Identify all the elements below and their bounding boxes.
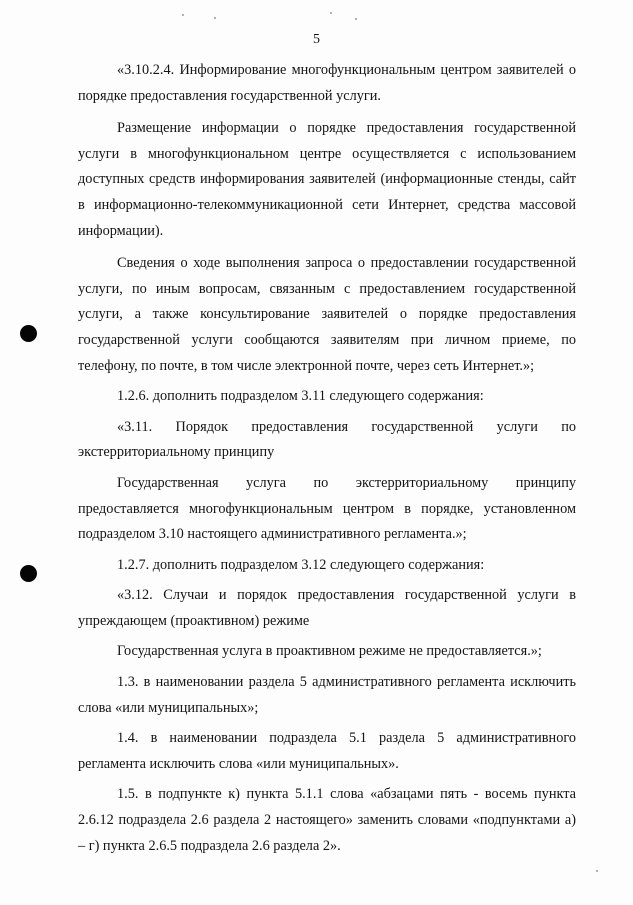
paragraph: Государственная услуга по экстерриториальному принципу предоставляется многофункциональным центром в порядке, установленном подразделом 3.10 настоящего административного регламента.»; xyxy=(78,474,576,543)
paragraph: 1.4. в наименовании подраздела 5.1 раздела 5 административного регламента исключить слова «или муниципальных». xyxy=(78,730,576,772)
paragraph: «3.12. Случаи и порядок предоставления государственной услуги в упреждающем (проактивном) режиме xyxy=(78,587,576,629)
paragraph: 1.2.7. дополнить подразделом 3.12 следующего содержания: xyxy=(117,556,485,573)
paragraph: 1.2.6. дополнить подразделом 3.11 следующего содержания: xyxy=(117,388,484,405)
scan-speck xyxy=(182,14,184,16)
document-body xyxy=(78,58,576,859)
paragraph: Сведения о ходе выполнения запроса о предоставлении государственной услуги, по иным вопросам, связанным с предоставлением государственной услуги, а также консультирование заявителей о порядке предоставления государственной услуги сообщаются заявителям при личном приеме, по телефону, по почте, в том числе электронной почте, через сеть Интернет.»; xyxy=(78,255,576,374)
punch-hole-mark xyxy=(20,565,37,582)
paragraph: Размещение информации о порядке предоставления государственной услуги в многофункциональном центре осуществляется с использованием доступных средств информирования заявителей (информационные стенды, сайт в информационно-телекоммуникационной сети Интернет, средства массовой информации). xyxy=(78,120,576,239)
paragraph: Государственная услуга в проактивном режиме не предоставляется.»; xyxy=(117,643,542,660)
page-number: 5 xyxy=(313,32,320,47)
scan-speck xyxy=(214,17,216,19)
paragraph: 1.5. в подпункте к) пункта 5.1.1 слова «абзацами пять - восемь пункта 2.6.12 подраздела 2.6 раздела 2 настоящего» заменить словами «подпунктами а) – г) пункта 2.6.5 подраздела 2.6 раздела 2». xyxy=(78,786,576,854)
punch-hole-mark xyxy=(20,325,37,342)
paragraph: 1.3. в наименовании раздела 5 административного регламента исключить слова «или муниципальных»; xyxy=(78,674,576,716)
scan-speck xyxy=(596,870,598,872)
scan-speck xyxy=(330,12,332,14)
scan-speck xyxy=(355,18,357,20)
paragraph: «3.11. Порядок предоставления государственной услуги по экстерриториальному принципу xyxy=(78,418,576,461)
paragraph: «3.10.2.4. Информирование многофункциональным центром заявителей о порядке предоставления государственной услуги. xyxy=(78,62,576,104)
